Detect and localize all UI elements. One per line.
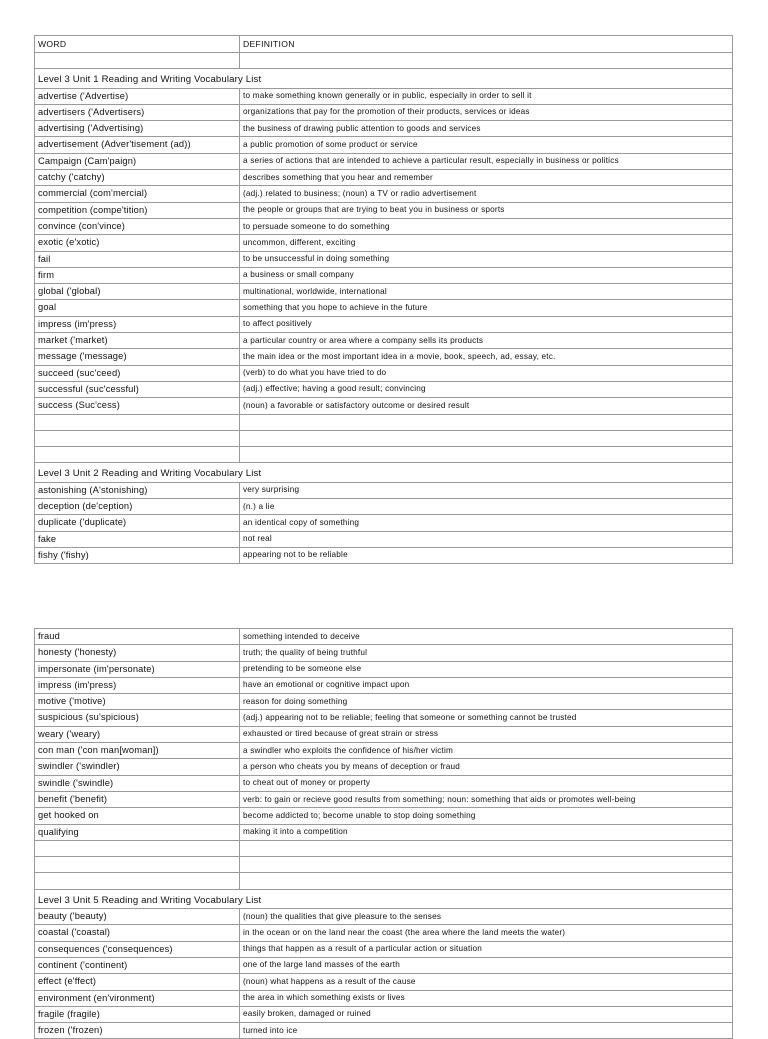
vocab-word: exotic (e'xotic) xyxy=(35,235,240,251)
vocab-definition: organizations that pay for the promotion of their products, services or ideas xyxy=(240,104,733,120)
vocab-row xyxy=(35,284,733,300)
vocab-row xyxy=(35,941,733,957)
section-title-row xyxy=(35,69,733,88)
vocab-word: global ('global) xyxy=(35,284,240,300)
vocab-row xyxy=(35,170,733,186)
unit5-rows xyxy=(35,909,733,1039)
vocab-word: deception (de'ception) xyxy=(35,499,240,515)
vocab-definition: pretending to be someone else xyxy=(240,661,733,677)
vocab-row xyxy=(35,759,733,775)
vocabulary-table-page-1 xyxy=(34,35,733,564)
vocab-definition: (verb) to do what you have tried to do xyxy=(240,365,733,381)
vocab-row xyxy=(35,137,733,153)
vocab-word: weary ('weary) xyxy=(35,726,240,742)
vocab-row xyxy=(35,743,733,759)
section-title-row xyxy=(35,889,733,908)
vocab-word: coastal ('coastal) xyxy=(35,925,240,941)
vocab-definition: multinational, worldwide, international xyxy=(240,284,733,300)
vocab-definition: (adj.) appearing not to be reliable; feeling that someone or something cannot be trusted xyxy=(240,710,733,726)
vocab-row xyxy=(35,316,733,332)
vocab-row xyxy=(35,153,733,169)
vocab-row xyxy=(35,218,733,234)
vocab-word: impress (im'press) xyxy=(35,316,240,332)
vocab-word: environment (en'vironment) xyxy=(35,990,240,1006)
vocab-definition: (noun) what happens as a result of the cause xyxy=(240,974,733,990)
blank-row xyxy=(35,840,733,856)
vocab-definition: to affect positively xyxy=(240,316,733,332)
vocab-row xyxy=(35,515,733,531)
vocab-word: continent ('continent) xyxy=(35,957,240,973)
vocab-word: competition (compe'tition) xyxy=(35,202,240,218)
vocab-definition: (adj.) related to business; (noun) a TV or radio advertisement xyxy=(240,186,733,202)
vocab-definition: verb: to gain or recieve good results from something; noun: something that aids or promotes well-being xyxy=(240,791,733,807)
vocab-word: advertisers ('Advertisers) xyxy=(35,104,240,120)
vocab-row xyxy=(35,661,733,677)
vocab-definition: in the ocean or on the land near the coast (the area where the land meets the water) xyxy=(240,925,733,941)
vocab-row xyxy=(35,267,733,283)
unit2-title: Level 3 Unit 2 Reading and Writing Vocabulary List xyxy=(35,463,733,482)
unit1-title: Level 3 Unit 1 Reading and Writing Vocabulary List xyxy=(35,69,733,88)
vocab-definition: a swindler who exploits the confidence of his/her victim xyxy=(240,743,733,759)
vocab-word: con man ('con man[woman]) xyxy=(35,743,240,759)
vocab-word: advertise ('Advertise) xyxy=(35,88,240,104)
vocab-word: get hooked on xyxy=(35,808,240,824)
vocab-row xyxy=(35,186,733,202)
vocab-definition: one of the large land masses of the earth xyxy=(240,957,733,973)
vocab-definition: a public promotion of some product or service xyxy=(240,137,733,153)
vocab-definition: making it into a competition xyxy=(240,824,733,840)
header-row xyxy=(35,36,733,53)
vocab-definition: reason for doing something xyxy=(240,694,733,710)
vocab-row xyxy=(35,365,733,381)
vocab-definition: a business or small company xyxy=(240,267,733,283)
vocab-word: Campaign (Cam'paign) xyxy=(35,153,240,169)
vocab-row xyxy=(35,1006,733,1022)
vocab-row xyxy=(35,235,733,251)
definition-column-header: DEFINITION xyxy=(240,36,733,53)
vocab-definition: to make something known generally or in public, especially in order to sell it xyxy=(240,88,733,104)
vocab-word: motive ('motive) xyxy=(35,694,240,710)
vocabulary-table-page-2 xyxy=(34,628,733,1039)
vocab-row xyxy=(35,957,733,973)
unit1-rows xyxy=(35,88,733,414)
vocab-row xyxy=(35,398,733,414)
vocab-definition: something intended to deceive xyxy=(240,629,733,645)
vocab-definition: appearing not to be reliable xyxy=(240,547,733,563)
vocab-definition: a series of actions that are intended to achieve a particular result, especially in business or politics xyxy=(240,153,733,169)
vocab-word: fraud xyxy=(35,629,240,645)
vocab-row xyxy=(35,990,733,1006)
vocab-word: swindle ('swindle) xyxy=(35,775,240,791)
vocab-word: successful (suc'cessful) xyxy=(35,381,240,397)
vocab-row xyxy=(35,251,733,267)
vocab-word: impersonate (im'personate) xyxy=(35,661,240,677)
vocab-word: fail xyxy=(35,251,240,267)
vocab-word: commercial (com'mercial) xyxy=(35,186,240,202)
vocab-definition: (noun) the qualities that give pleasure to the senses xyxy=(240,909,733,925)
vocab-word: message ('message) xyxy=(35,349,240,365)
vocab-definition: an identical copy of something xyxy=(240,515,733,531)
vocab-row xyxy=(35,104,733,120)
vocab-row xyxy=(35,349,733,365)
vocab-definition: the main idea or the most important idea in a movie, book, speech, ad, essay, etc. xyxy=(240,349,733,365)
vocab-row xyxy=(35,775,733,791)
vocab-definition: to persuade someone to do something xyxy=(240,218,733,234)
vocab-word: firm xyxy=(35,267,240,283)
vocab-row xyxy=(35,202,733,218)
vocab-word: frozen ('frozen) xyxy=(35,1023,240,1039)
vocab-definition: not real xyxy=(240,531,733,547)
vocab-definition: describes something that you hear and remember xyxy=(240,170,733,186)
vocab-definition: something that you hope to achieve in the future xyxy=(240,300,733,316)
blank-row xyxy=(35,53,733,69)
vocab-word: consequences ('consequences) xyxy=(35,941,240,957)
blank-row xyxy=(35,873,733,889)
vocab-word: market ('market) xyxy=(35,333,240,349)
vocab-word: swindler ('swindler) xyxy=(35,759,240,775)
unit2-continued-rows xyxy=(35,629,733,841)
vocab-definition: turned into ice xyxy=(240,1023,733,1039)
vocab-definition: become addicted to; become unable to stop doing something xyxy=(240,808,733,824)
vocab-definition: exhausted or tired because of great strain or stress xyxy=(240,726,733,742)
blank-row xyxy=(35,430,733,446)
section-title-row xyxy=(35,463,733,482)
vocab-row xyxy=(35,547,733,563)
vocab-definition: the people or groups that are trying to beat you in business or sports xyxy=(240,202,733,218)
vocab-definition: uncommon, different, exciting xyxy=(240,235,733,251)
vocab-definition: (adj.) effective; having a good result; convincing xyxy=(240,381,733,397)
word-column-header: WORD xyxy=(35,36,240,53)
vocab-definition: very surprising xyxy=(240,482,733,498)
vocab-word: benefit ('benefit) xyxy=(35,791,240,807)
blank-row xyxy=(35,857,733,873)
vocab-definition: to cheat out of money or property xyxy=(240,775,733,791)
vocab-row xyxy=(35,808,733,824)
vocab-word: astonishing (A'stonishing) xyxy=(35,482,240,498)
vocab-word: beauty ('beauty) xyxy=(35,909,240,925)
vocab-definition: to be unsuccessful in doing something xyxy=(240,251,733,267)
vocab-row xyxy=(35,974,733,990)
blank-row xyxy=(35,447,733,463)
vocab-definition: the area in which something exists or lives xyxy=(240,990,733,1006)
vocab-row xyxy=(35,710,733,726)
vocab-word: effect (e'ffect) xyxy=(35,974,240,990)
vocab-word: catchy ('catchy) xyxy=(35,170,240,186)
vocab-word: honesty ('honesty) xyxy=(35,645,240,661)
vocab-word: qualifying xyxy=(35,824,240,840)
vocab-row xyxy=(35,482,733,498)
vocab-word: advertisement (Adver'tisement (ad)) xyxy=(35,137,240,153)
vocab-row xyxy=(35,531,733,547)
vocab-definition: things that happen as a result of a particular action or situation xyxy=(240,941,733,957)
unit5-title: Level 3 Unit 5 Reading and Writing Vocabulary List xyxy=(35,889,733,908)
vocab-row xyxy=(35,88,733,104)
vocab-row xyxy=(35,381,733,397)
vocab-word: succeed (suc'ceed) xyxy=(35,365,240,381)
vocab-word: success (Suc'cess) xyxy=(35,398,240,414)
vocab-word: goal xyxy=(35,300,240,316)
vocab-row xyxy=(35,694,733,710)
vocab-row xyxy=(35,824,733,840)
vocab-row xyxy=(35,726,733,742)
vocab-row xyxy=(35,791,733,807)
unit2-rows xyxy=(35,482,733,563)
vocab-row xyxy=(35,1023,733,1039)
vocab-definition: have an emotional or cognitive impact upon xyxy=(240,677,733,693)
vocab-definition: truth; the quality of being truthful xyxy=(240,645,733,661)
vocab-word: fake xyxy=(35,531,240,547)
vocab-row xyxy=(35,925,733,941)
vocab-word: convince (con'vince) xyxy=(35,218,240,234)
vocab-row xyxy=(35,677,733,693)
vocab-row xyxy=(35,333,733,349)
vocab-definition: easily broken, damaged or ruined xyxy=(240,1006,733,1022)
vocab-word: impress (im'press) xyxy=(35,677,240,693)
vocab-word: fragile (fragile) xyxy=(35,1006,240,1022)
vocab-word: duplicate ('duplicate) xyxy=(35,515,240,531)
vocab-row xyxy=(35,499,733,515)
vocab-row xyxy=(35,300,733,316)
vocab-definition: (noun) a favorable or satisfactory outcome or desired result xyxy=(240,398,733,414)
vocab-row xyxy=(35,909,733,925)
vocab-row xyxy=(35,629,733,645)
vocab-definition: the business of drawing public attention to goods and services xyxy=(240,121,733,137)
vocab-definition: (n.) a lie xyxy=(240,499,733,515)
vocab-row xyxy=(35,645,733,661)
vocab-row xyxy=(35,121,733,137)
vocab-word: suspicious (su'spicious) xyxy=(35,710,240,726)
vocab-word: fishy ('fishy) xyxy=(35,547,240,563)
vocab-word: advertising ('Advertising) xyxy=(35,121,240,137)
vocab-definition: a person who cheats you by means of deception or fraud xyxy=(240,759,733,775)
vocab-definition: a particular country or area where a company sells its products xyxy=(240,333,733,349)
blank-row xyxy=(35,414,733,430)
